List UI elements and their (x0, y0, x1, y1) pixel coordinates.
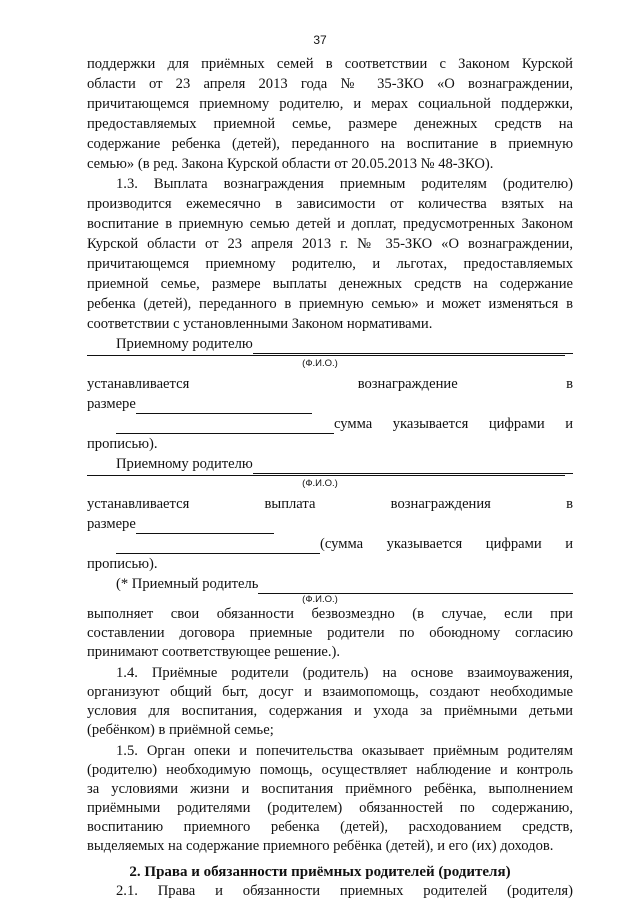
form1-sum-blank[interactable] (116, 418, 334, 434)
para2-line-8: соответствии с установленными Законом нормативами. (87, 316, 433, 332)
form2-sum-note-word-2: указывается (386, 536, 463, 552)
form2-sum-note-word-1: (сумма (320, 536, 364, 552)
form1-size-label: размере (87, 396, 136, 412)
form1-sum-note-word-1: сумма (334, 416, 373, 432)
form2-sum-note (320, 534, 573, 554)
form2-word-1: устанавливается (87, 496, 190, 512)
form2-size-blank[interactable] (136, 518, 274, 534)
form1-closing: прописью). (87, 436, 158, 452)
para4-line-2: организуют общий быт, досуг и взаимопомощь, создают необходимые (87, 684, 573, 700)
para4-line-4: (ребёнком) в приёмной семье; (87, 722, 274, 738)
form1-amount-row (87, 374, 573, 394)
para5-line-6: выделяемых на содержание приемного ребёнка (детей), и его (их) доходов. (87, 838, 554, 854)
form2-sum-note-word-3: цифрами (485, 536, 542, 552)
form1-sum-note-word-4: и (565, 416, 573, 432)
form2-sum-blank[interactable] (116, 538, 320, 554)
para2-line-7: ребенка (детей), переданного в приемную семью» и может изменяться в (87, 296, 573, 312)
para1-line-1: поддержки для приёмных семей в соответствии с Законом Курской (87, 56, 573, 72)
para3-line-3: принимают соответствующее решение.). (87, 644, 341, 660)
form2-closing: прописью). (87, 556, 158, 572)
form2-name-row (116, 454, 573, 474)
para3-line-2: составлении договора приемные родители по обоюдному согласию (87, 625, 573, 641)
form2-size-row (87, 514, 573, 534)
form2-name-blank[interactable] (253, 458, 573, 474)
form1-fio-caption: (Ф.И.О.) (302, 358, 338, 369)
form2-sum-note-word-4: и (565, 536, 573, 552)
para5-line-4: приёмными родителями (родителем) обязанностей по содержанию, (87, 800, 573, 816)
form2-amount-row (87, 494, 573, 514)
page-number: 37 (313, 33, 327, 47)
form3-name-row (116, 574, 573, 594)
para6-line-1: 2.1. Права и обязанности приемных родителей (родителя) (116, 883, 573, 899)
para1-line-2: области от 23 апреля 2013 года № 35-ЗКО «О вознаграждении, (87, 76, 573, 92)
form1-word-3: в (566, 376, 573, 392)
form1-name-continuation-blank[interactable] (87, 355, 565, 356)
section-2-heading: 2. Права и обязанности приёмных родителей (родителя) (129, 864, 511, 880)
form1-word-1: устанавливается (87, 376, 190, 392)
para5-line-2: (родителю) необходимую помощь, осуществляет наблюдение и контроль (87, 762, 573, 778)
form1-size-row (87, 394, 573, 414)
form2-name-continuation-blank[interactable] (87, 475, 565, 476)
para5-line-1: 1.5. Орган опеки и попечительства оказывает приёмным родителям (116, 743, 573, 759)
para1-line-3: причитающемся приемному родителю, и мерах социальной поддержки, (87, 96, 573, 112)
form1-sum-row (116, 414, 573, 434)
form1-word-2: вознаграждение (357, 376, 458, 392)
para5-line-3: за условиями жизни и воспитания приёмного ребёнка, выполнением (87, 781, 573, 797)
form1-name-blank[interactable] (253, 338, 573, 354)
form2-fio-caption: (Ф.И.О.) (302, 478, 338, 489)
form2-word-2: выплата (264, 496, 316, 512)
para1-line-6: семью» (в ред. Закона Курской области от 20.05.2013 № 48-ЗКО). (87, 156, 494, 172)
form2-sum-row (116, 534, 573, 554)
form2-word-3: вознаграждения (390, 496, 491, 512)
form3-name-blank[interactable] (258, 578, 573, 594)
para2-line-1: 1.3. Выплата вознаграждения приемным родителям (родителю) (116, 176, 573, 192)
para1-line-4: предоставляемых приемной семье, размере денежных средств на (87, 116, 573, 132)
para2-line-3: воспитание в приемную семью детей и доплат, предусмотренных Законом (87, 216, 573, 232)
para2-line-4: Курской области от 23 апреля 2013 г. № 35-ЗКО «О вознаграждении, (87, 236, 573, 252)
para2-line-2: производится ежемесячно в зависимости от количества взятых на (87, 196, 573, 212)
form2-size-label: размере (87, 516, 136, 532)
para3-line-1: выполняет свои обязанности безвозмездно (в случае, если при (87, 606, 573, 622)
para1-line-5: содержание ребенка (детей), переданного на воспитание в приемную (87, 136, 573, 152)
form3-label: (* Приемный родитель (116, 576, 259, 592)
form1-sum-note-word-2: указывается (392, 416, 469, 432)
form1-size-blank[interactable] (136, 398, 312, 414)
form1-name-row (116, 334, 573, 354)
para4-line-1: 1.4. Приёмные родители (родитель) на основе взаимоуважения, (116, 665, 573, 681)
form2-label: Приемному родителю (116, 456, 253, 472)
para2-line-6: приемной семье, размере выплаты денежных средств на содержание (87, 276, 573, 292)
form1-sum-note (334, 414, 573, 434)
form1-label: Приемному родителю (116, 336, 253, 352)
para5-line-5: воспитанию приемного ребенка (детей), расходованием средств, (87, 819, 573, 835)
form1-sum-note-word-3: цифрами (488, 416, 545, 432)
form2-word-4: в (566, 496, 573, 512)
para4-line-3: условия для воспитания, содержания и ухода за приёмными детьми (87, 703, 573, 719)
para2-line-5: причитающемся приемному родителю, и льготах, предоставляемых (87, 256, 573, 272)
form3-fio-caption: (Ф.И.О.) (302, 594, 338, 605)
